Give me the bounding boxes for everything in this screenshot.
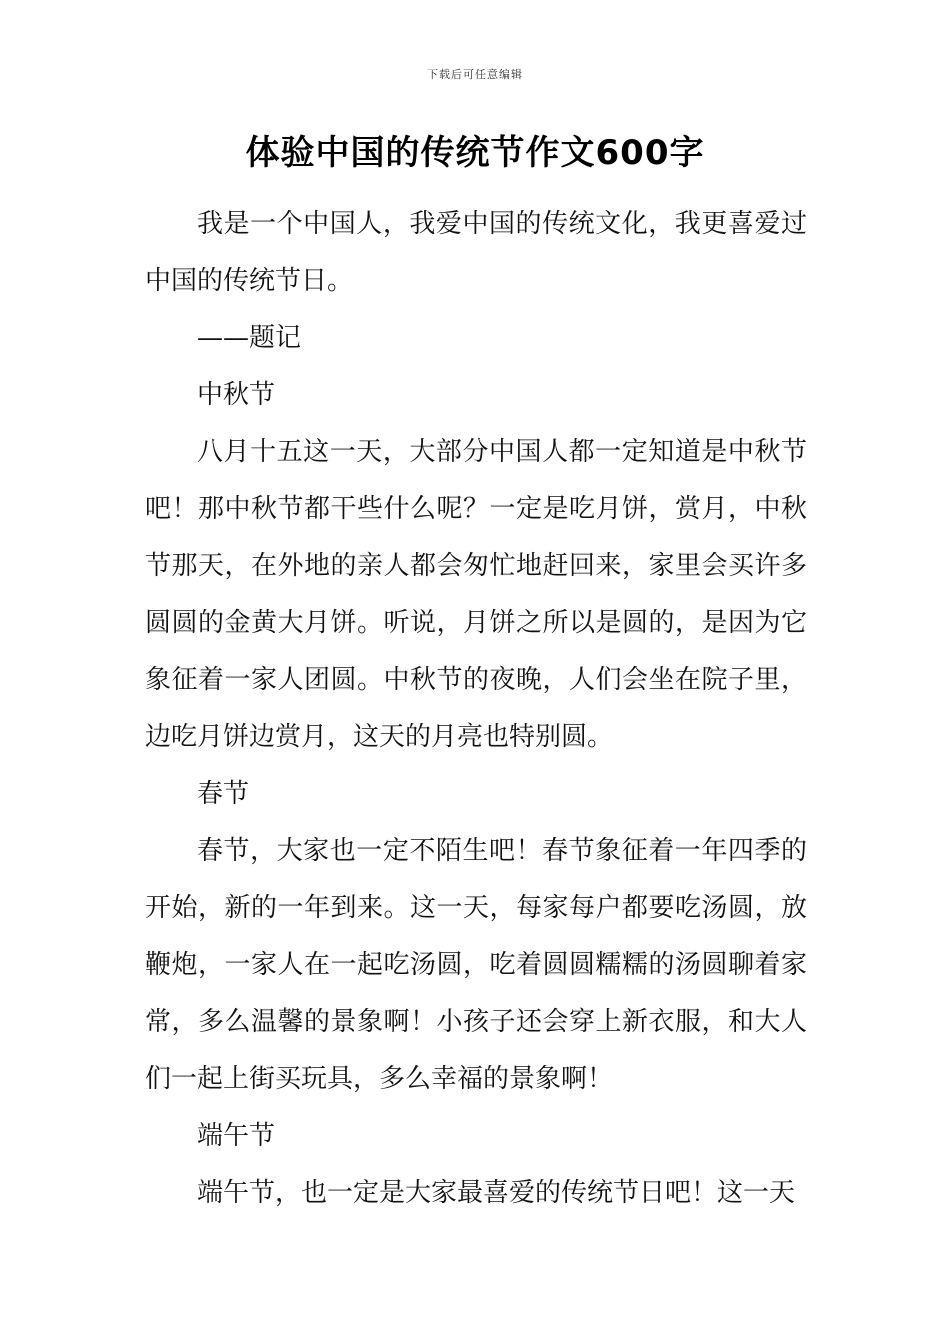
- paragraph-spring-festival: 春节，大家也一定不陌生吧！春节象征着一年四季的开始，新的一年到来。这一天，每家每户都要吃汤圆，放鞭炮，一家人在一起吃汤圆，吃着圆圆糯糯的汤圆聊着家常，多么温馨的景象啊！小孩子还会穿上新衣服，和大人们一起上街买玩具，多么幸福的景象啊！: [145, 836, 807, 1094]
- section-heading-dragon-boat: 端午节: [197, 1121, 276, 1151]
- paragraph-mid-autumn: 八月十五这一天，大部分中国人都一定知道是中秋节吧！那中秋节都干些什么呢？一定是吃月饼，赏月，中秋节那天，在外地的亲人都会匆忙地赶回来，家里会买许多圆圆的金黄大月饼。听说，月饼之所以是圆的，是因为它象征着一家人团圆。中秋节的夜晚，人们会坐在院子里，边吃月饼边赏月，这天的月亮也特别圆。: [145, 437, 807, 752]
- section-heading-spring-festival: 春节: [197, 779, 250, 809]
- section-heading-mid-autumn: 中秋节: [197, 380, 276, 410]
- header-note: 下载后可任意编辑: [427, 68, 523, 81]
- page-title: 体验中国的传统节作文600字: [245, 133, 705, 173]
- paragraph-dragon-boat: 端午节，也一定是大家最喜爱的传统节日吧！这一天: [197, 1178, 796, 1208]
- paragraph-intro: 我是一个中国人，我爱中国的传统文化，我更喜爱过中国的传统节日。: [145, 209, 807, 296]
- essay-body: [145, 196, 807, 1222]
- paragraph-epigraph: ——题记: [197, 323, 302, 353]
